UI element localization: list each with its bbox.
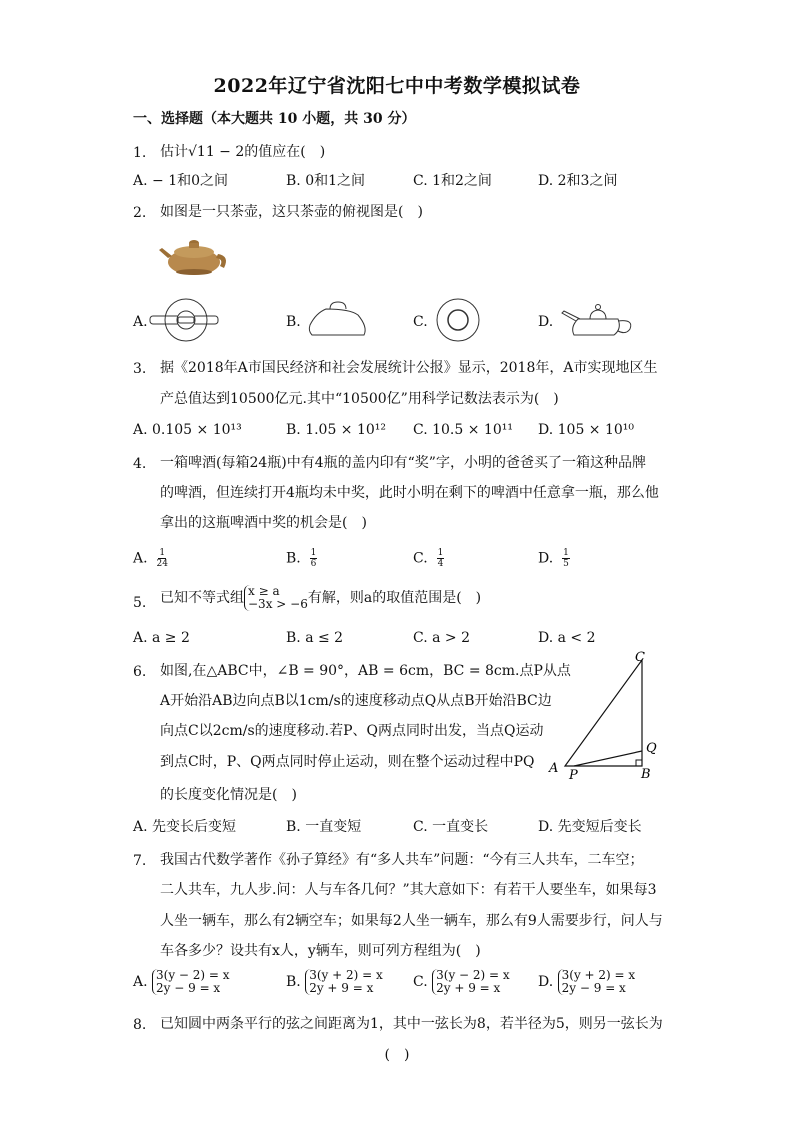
option-c[interactable] [413,969,510,995]
question-text: 据《2018年A市国民经济和社会发展统计公报》显示，2018年，A市实现地区生 [160,360,658,376]
equation-system: 3(y − 2) = x 2y + 9 = x [432,969,510,995]
question-number: 2. [133,205,147,221]
option-b[interactable]: B. 0和1之间 [286,173,366,189]
option-label: C. [413,974,428,990]
option-c[interactable] [413,548,444,569]
question-text: 拿出的这瓶啤酒中奖的机会是( ) [160,515,367,531]
page-title: 2022年辽宁省沈阳七中中考数学模拟试卷 [213,75,581,97]
option-d[interactable]: D. 先变短后变长 [538,819,642,835]
question-prefix: 已知不等式组 [160,590,244,606]
question-text: 到点C时，P、Q两点同时停止运动，则在整个运动过程中PQ [160,754,535,770]
option-label: B. [286,550,301,567]
inequality-system: x ≥ a −3x > −6 [244,585,308,611]
option-a[interactable] [133,548,168,569]
question-number: 3. [133,361,147,377]
option-a[interactable] [133,969,230,995]
question-number: 7. [133,853,147,869]
label-a: A [549,761,559,776]
question-number: 8. [133,1017,147,1033]
option-label: D. [538,550,554,567]
top-view-option-c[interactable] [434,297,482,343]
top-view-option-d[interactable] [560,297,636,341]
fraction: $\frac{1}{5}$ [563,548,569,569]
option-c[interactable]: C. [413,314,428,330]
question-number: 5. [133,595,147,611]
teapot-image [158,232,232,278]
option-label: D. [538,974,554,990]
option-b[interactable] [286,969,383,995]
section-heading: 一、选择题（本大题共 10 小题，共 30 分） [133,111,416,127]
question-text: 车各多少？设共有x人，y辆车，则可列方程组为( ) [160,943,481,959]
option-b[interactable]: B. 1.05 × 10¹² [286,422,387,438]
option-label: A. [133,974,148,990]
option-d[interactable]: D. 105 × 10¹⁰ [538,422,635,438]
option-label: C. [413,550,428,567]
equation-system: 3(y + 2) = x 2y − 9 = x [558,969,636,995]
option-label: B. [286,974,301,990]
question-text: 二人共车，九人步.问：人与车各几何？”其大意如下：有若干人要坐车，如果每3 [160,882,657,898]
option-a[interactable]: A. [133,314,148,330]
option-c[interactable]: C. a > 2 [413,630,470,646]
question-suffix: 有解，则a的取值范围是( ) [307,590,482,606]
question-text: 如图,在△ABC中，∠B = 90°，AB = 6cm，BC = 8cm.点P从点 [160,663,571,679]
option-c[interactable]: C. 10.5 × 10¹¹ [413,422,513,438]
fraction: $\frac{1}{6}$ [310,548,317,569]
question-text: 的啤酒，但连续打开4瓶均未中奖，此时小明在剩下的啤酒中任意拿一瓶，那么他 [160,485,659,501]
label-q: Q [646,741,657,756]
top-view-option-a[interactable] [148,297,220,343]
option-c[interactable]: C. 一直变长 [413,819,489,835]
option-b[interactable]: B. 一直变短 [286,819,362,835]
triangle-figure [545,648,665,780]
option-b[interactable] [286,548,317,569]
question-number: 4. [133,456,147,472]
label-c: C [635,650,645,665]
question-number: 6. [133,664,147,680]
option-label: A. [133,550,148,567]
label-b: B [641,767,651,780]
option-a[interactable]: A. 0.105 × 10¹³ [133,422,242,438]
option-d[interactable]: D. 2和3之间 [538,173,618,189]
label-p: P [569,768,578,780]
question-text: A开始沿AB边向点B以1cm/s的速度移动点Q从点B开始沿BC边 [160,693,552,709]
option-d[interactable] [538,548,570,569]
option-a[interactable]: A. 先变长后变短 [133,819,237,835]
question-text: 已知圆中两条平行的弦之间距离为1，其中一弦长为8，若半径为5，则另一弦长为 [160,1016,663,1032]
option-b[interactable]: B. [286,314,301,330]
question-text: 一箱啤酒(每箱24瓶)中有4瓶的盖内印有“奖”字，小明的爸爸买了一箱这种品牌 [160,455,646,471]
answer-blank: ( ) [384,1047,410,1063]
equation-system: 3(y − 2) = x 2y − 9 = x [152,969,230,995]
question-text: 的长度变化情况是( ) [160,787,297,803]
option-b[interactable]: B. a ≤ 2 [286,630,344,646]
question-text: 如图是一只茶壶，这只茶壶的俯视图是( ) [160,204,423,220]
question-text: 向点C以2cm/s的速度移动.若P、Q两点同时出发，当点Q运动 [160,723,544,739]
fraction: $\frac{1}{4}$ [437,548,444,569]
question-text: 人坐一辆车，那么有2辆空车；如果每2人坐一辆车，那么有9人需要步行，问人与 [160,913,663,929]
question-text: 我国古代数学著作《孙子算经》有“多人共车”问题：“今有三人共车，二车空； [160,852,644,868]
option-a[interactable]: A. − 1和0之间 [133,173,229,189]
equation-system: 3(y + 2) = x 2y + 9 = x [305,969,383,995]
question-text: 估计√11 − 2的值应在( ) [160,144,326,160]
question-text [160,585,481,611]
option-c[interactable]: C. 1和2之间 [413,173,492,189]
question-number: 1. [133,145,147,161]
option-d[interactable]: D. [538,314,554,330]
option-d[interactable] [538,969,635,995]
top-view-option-b[interactable] [306,297,370,339]
fraction: $\frac{1}{24}$ [156,548,168,569]
question-text: 产总值达到10500亿元.其中“10500亿”用科学记数法表示为( ) [160,391,559,407]
option-a[interactable]: A. a ≥ 2 [133,630,190,646]
option-d[interactable]: D. a < 2 [538,630,596,646]
